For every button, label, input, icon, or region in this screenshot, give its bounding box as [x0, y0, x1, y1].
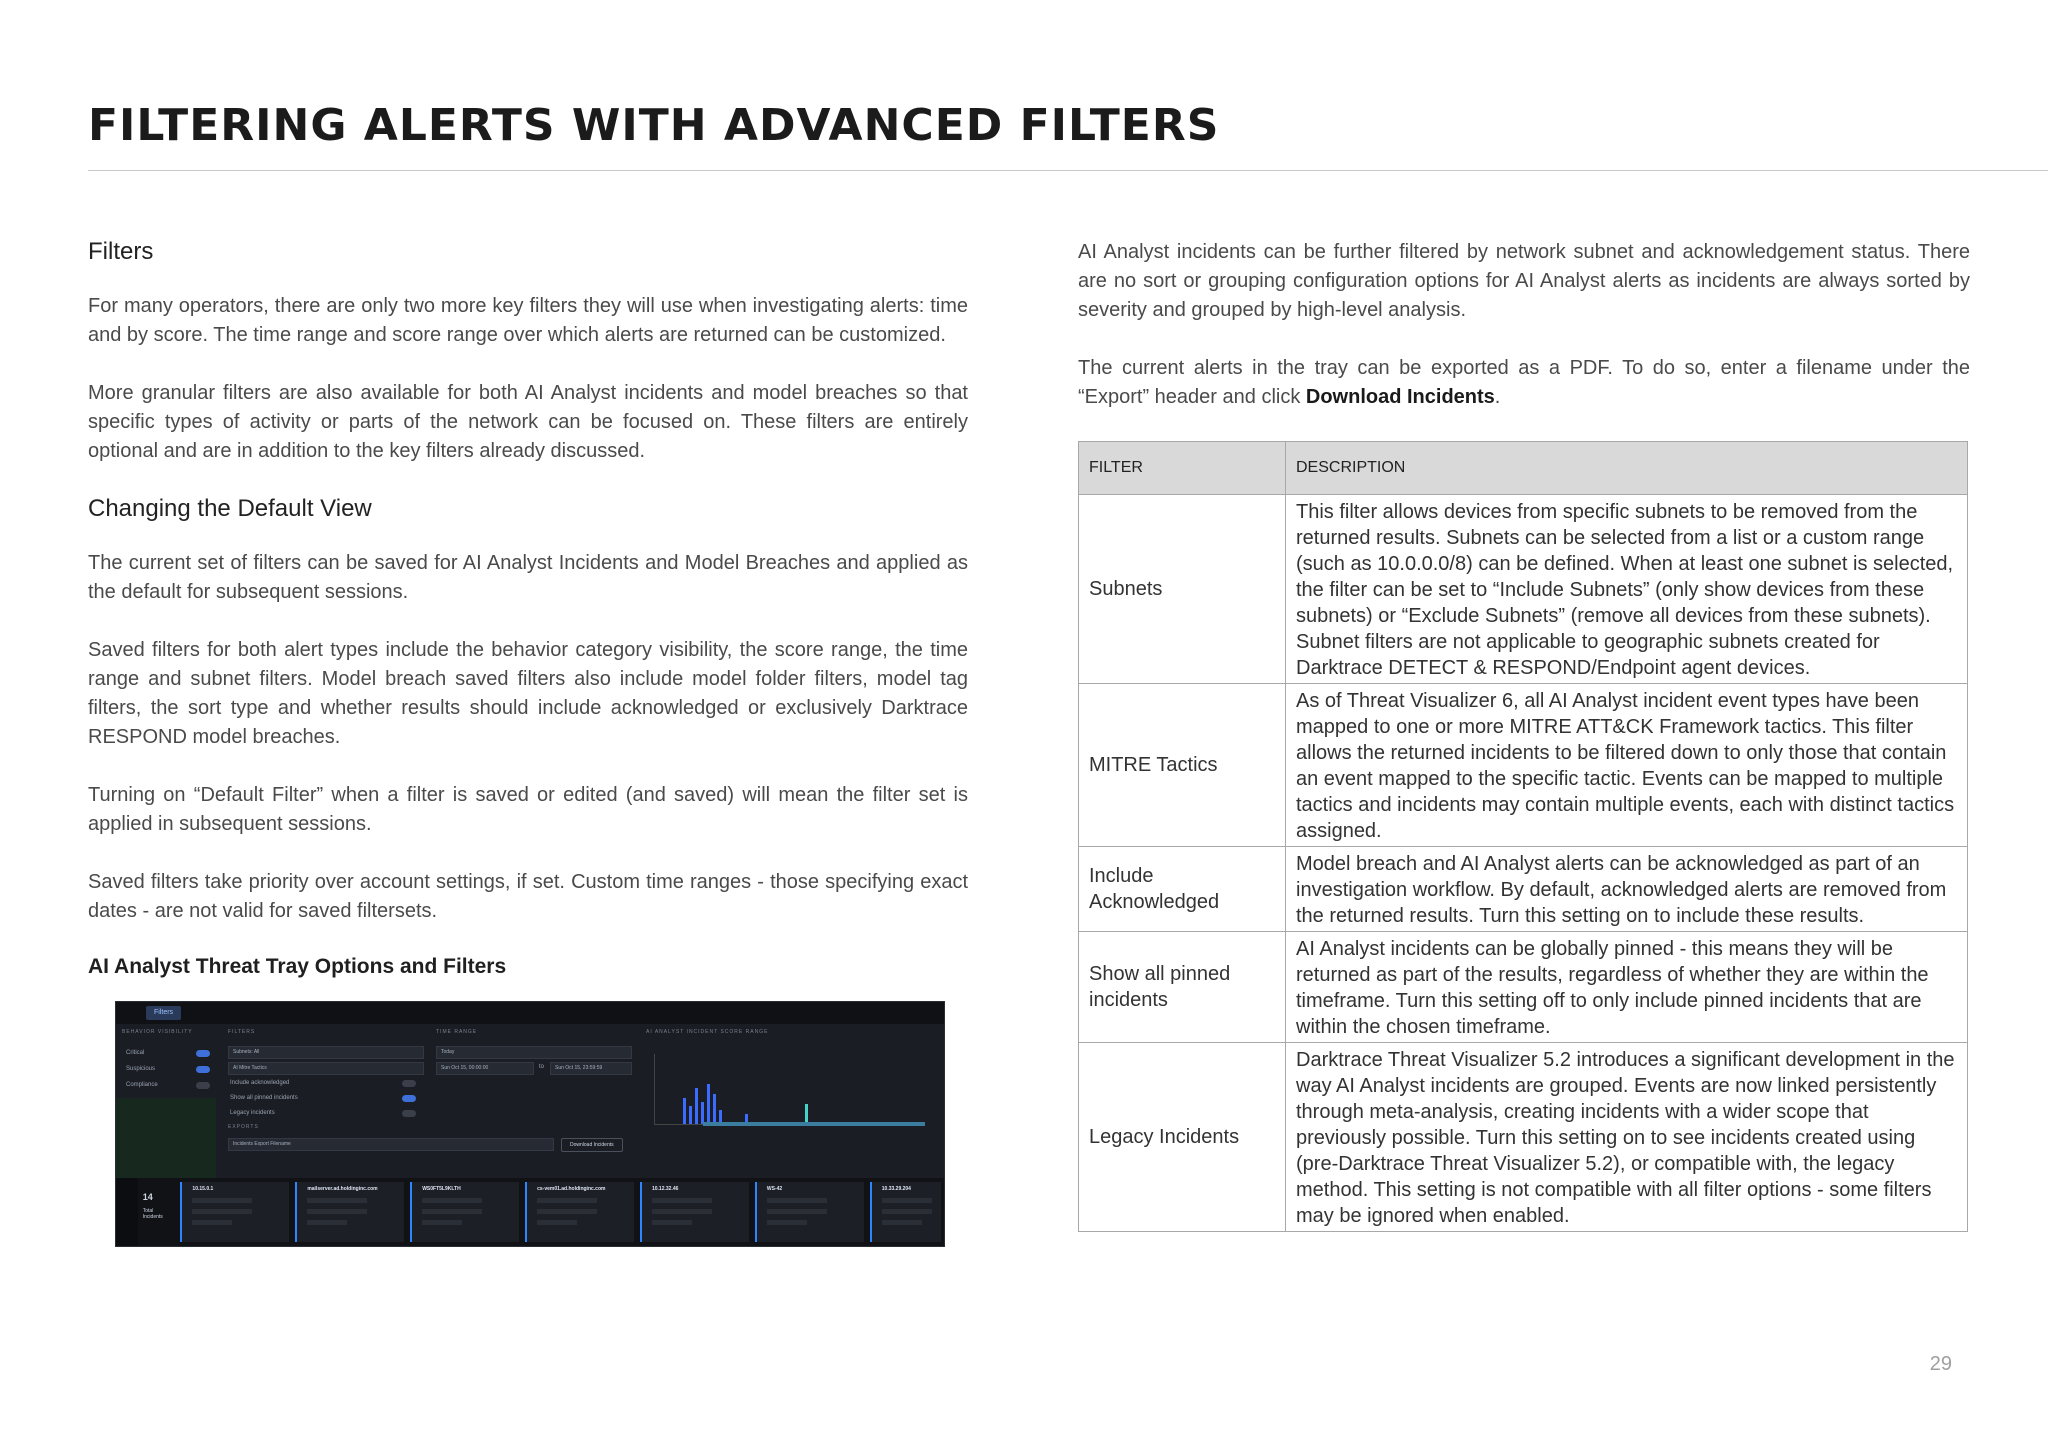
incident-card-title: mailserver.ad.holdinginc.com	[307, 1186, 378, 1192]
right-column	[1078, 238, 1970, 1232]
time-to-label: to	[539, 1064, 545, 1070]
compliance-toggle	[196, 1082, 210, 1089]
filter-description: AI Analyst incidents can be globally pinned - this means they will be returned as part of the results, regardless of whether they are within the timeframe. Turn this setting off to only include pinned incidents that are within the chosen timeframe.	[1286, 932, 1968, 1043]
left-column	[88, 238, 968, 1247]
score-range-slider	[703, 1122, 925, 1126]
page-number: 29	[1929, 1353, 1952, 1375]
behavior-compliance: Compliance	[126, 1082, 158, 1088]
export-text-end: .	[1494, 386, 1501, 408]
card-line	[882, 1198, 932, 1203]
filter-name: Include Acknowledged	[1079, 847, 1286, 932]
heading-default-view: Changing the Default View	[88, 495, 372, 522]
pinned-toggle	[402, 1095, 416, 1102]
paragraph-saved-default: The current set of filters can be saved for AI Analyst Incidents and Model Breaches and applied as the default for subsequent sessions.	[88, 552, 968, 603]
card-line	[422, 1209, 482, 1214]
incident-card	[640, 1182, 749, 1242]
total-incidents-label: Total Incidents	[142, 1208, 163, 1220]
incident-card-title: 10.12.32.46	[651, 1186, 679, 1192]
behavior-suspicious: Suspicious	[126, 1066, 156, 1072]
card-line	[767, 1209, 827, 1214]
filter-name: Show all pinned incidents	[1079, 932, 1286, 1043]
incident-card-title: WS0FT5L9KLTH	[422, 1186, 461, 1192]
total-incidents-count: 14	[142, 1192, 153, 1202]
card-line	[192, 1198, 252, 1203]
histogram-bar	[683, 1098, 686, 1124]
incident-cards-strip	[116, 1178, 944, 1246]
histogram-bar	[713, 1094, 716, 1124]
legacy-toggle	[402, 1110, 416, 1117]
table-header-row	[1079, 442, 1968, 495]
card-line	[537, 1220, 577, 1225]
mitre-select: AI Mitre Tactics	[228, 1062, 424, 1075]
time-to-field: Sun Oct 15, 23:59:59	[550, 1062, 632, 1075]
paragraph-priority: Saved filters take priority over account settings, if set. Custom time ranges - those specifying exact dates - are not valid for saved filtersets.	[88, 871, 968, 922]
incident-card	[525, 1182, 634, 1242]
filter-name: MITRE Tactics	[1079, 684, 1286, 847]
behavior-critical: Critical	[126, 1050, 145, 1056]
column-header-description: DESCRIPTION	[1286, 442, 1968, 495]
table-row	[1079, 684, 1968, 847]
export-text: The current alerts in the tray can be exported as a PDF. To do so, enter a filename under the “Export” header and click	[1078, 357, 1970, 408]
paragraph-key-filters: For many operators, there are only two more key filters they will use when investigating alerts: time and by score. The time range and score range over which alerts are returned can be customized.	[88, 295, 968, 346]
filter-name: Legacy Incidents	[1079, 1043, 1286, 1232]
filters-table	[1078, 441, 1968, 1232]
incident-card	[410, 1182, 519, 1242]
subnets-select: Subnets: All	[228, 1046, 424, 1059]
filters-header: FILTERS	[228, 1029, 256, 1035]
incident-card	[870, 1182, 941, 1242]
behavior-panel-shade	[116, 1098, 216, 1178]
heading-threat-tray: AI Analyst Threat Tray Options and Filters	[88, 955, 507, 978]
pinned-label: Show all pinned incidents	[230, 1095, 298, 1101]
card-line	[767, 1198, 827, 1203]
card-line	[422, 1198, 482, 1203]
incident-card-title: 10.15.0.1	[192, 1186, 214, 1192]
screenshot-filter-panel	[116, 1024, 944, 1178]
histogram-bar	[695, 1088, 698, 1124]
card-line	[652, 1209, 712, 1214]
heading-filters: Filters	[88, 238, 154, 265]
table-row	[1079, 932, 1968, 1043]
paragraph-saved-contents: Saved filters for both alert types include the behavior category visibility, the score range, the time range and subnet filters. Model breach saved filters also include model folder filters, model tag filters, the sort type and whether results should include acknowledged or exclusively Darktrace RESPOND model breaches.	[88, 639, 968, 748]
card-line	[422, 1220, 462, 1225]
card-line	[307, 1209, 367, 1214]
card-line	[537, 1198, 597, 1203]
title-divider	[88, 170, 2048, 171]
paragraph-export	[1078, 354, 1970, 412]
behavior-visibility-header: BEHAVIOR VISIBILITY	[122, 1029, 193, 1035]
filter-name: Subnets	[1079, 495, 1286, 684]
incident-card-title: cs-vem01.ad.holdinginc.com	[537, 1186, 606, 1192]
download-incidents-text: Download Incidents	[1305, 386, 1495, 408]
column-header-filter: FILTER	[1079, 442, 1286, 495]
filter-description: This filter allows devices from specific subnets to be removed from the returned results. Subnets can be selected from a list or a custom range (such as 10.0.0.0/8) can be defined. When at least one subnet is selected, the filter can be set to “Include Subnets” (only show devices from these subnets) or “Exclude Subnets” (remove all devices from these subnets). Subnet filters are not applicable to geographic subnets created for Darktrace DETECT & RESPOND/Endpoint agent devices.	[1286, 495, 1968, 684]
score-histogram	[654, 1054, 925, 1125]
incident-card-title: WS-42	[766, 1186, 783, 1192]
card-line	[882, 1209, 932, 1214]
table-row	[1079, 495, 1968, 684]
table-row	[1079, 847, 1968, 932]
card-line	[652, 1220, 692, 1225]
filter-description: Darktrace Threat Visualizer 5.2 introduces a significant development in the way AI Analyst incidents are grouped. Events are now linked persistently through meta-analysis, creating incidents with a wider scope that previously possible. Turn this setting on to see incidents created using (pre-Darktrace Threat Visualizer 5.2), or compatible with, the legacy method. This setting is not compatible with all filter options - some filters may be ignored when enabled.	[1286, 1043, 1968, 1232]
score-range-header: AI ANALYST INCIDENT SCORE RANGE	[646, 1029, 769, 1035]
total-incidents	[141, 1182, 175, 1242]
screenshot-topbar	[116, 1002, 944, 1025]
filter-description: Model breach and AI Analyst alerts can be acknowledged as part of an investigation workflow. By default, acknowledged alerts are removed from the returned results. Turn this setting on to include these results.	[1286, 847, 1968, 932]
card-line	[192, 1209, 252, 1214]
histogram-bar	[707, 1084, 710, 1124]
threat-tray-screenshot	[115, 1001, 945, 1247]
filter-description: As of Threat Visualizer 6, all AI Analyst incident event types have been mapped to one or more MITRE ATT&CK Framework tactics. This filter allows the returned incidents to be filtered down to only those that contain an event mapped to the specific tactic. Events can be mapped to multiple tactics and incidents may contain multiple events, each with distinct tactics assigned.	[1286, 684, 1968, 847]
export-filename-input: Incidents Export Filename	[228, 1138, 554, 1151]
incident-card	[295, 1182, 404, 1242]
card-line	[192, 1220, 232, 1225]
time-from-field: Sun Oct 15, 00:00:00	[436, 1062, 534, 1075]
paragraph-ai-analyst-filtering: AI Analyst incidents can be further filtered by network subnet and acknowledgement status. There are no sort or grouping configuration options for AI Analyst alerts as incidents are always sorted by severity and grouped by high-level analysis.	[1078, 241, 1970, 321]
histogram-bar	[689, 1106, 692, 1124]
incident-card-title: 10.33.29.204	[881, 1186, 911, 1192]
card-line	[307, 1220, 347, 1225]
paragraph-default-filter: Turning on “Default Filter” when a filter is saved or edited (and saved) will mean the filter set is applied in subsequent sessions.	[88, 784, 968, 835]
paragraph-granular-filters: More granular filters are also available for both AI Analyst incidents and model breaches so that specific types of activity or parts of the network can be focused on. These filters are entirely optional and are in addition to the key filters already discussed.	[88, 382, 968, 462]
card-line	[307, 1198, 367, 1203]
card-line	[767, 1220, 807, 1225]
legacy-label: Legacy incidents	[230, 1110, 275, 1116]
card-line	[882, 1220, 922, 1225]
histogram-bar	[805, 1104, 808, 1124]
page-title: FILTERING ALERTS WITH ADVANCED FILTERS	[88, 100, 1220, 151]
include-acknowledged-label: Include acknowledged	[230, 1080, 290, 1086]
exports-header: EXPORTS	[228, 1124, 259, 1130]
card-line	[537, 1209, 597, 1214]
download-incidents-button: Download Incidents	[561, 1138, 623, 1152]
table-row	[1079, 1043, 1968, 1232]
card-line	[652, 1198, 712, 1203]
incident-card	[755, 1182, 864, 1242]
suspicious-toggle	[196, 1066, 210, 1073]
include-acknowledged-toggle	[402, 1080, 416, 1087]
time-range-select: Today	[436, 1046, 632, 1059]
screenshot-filters-tab: Filters	[146, 1006, 181, 1020]
incident-card	[180, 1182, 289, 1242]
tray-side-rail	[116, 1178, 138, 1246]
histogram-bar	[701, 1102, 704, 1124]
critical-toggle	[196, 1050, 210, 1057]
time-range-header: TIME RANGE	[436, 1029, 478, 1035]
